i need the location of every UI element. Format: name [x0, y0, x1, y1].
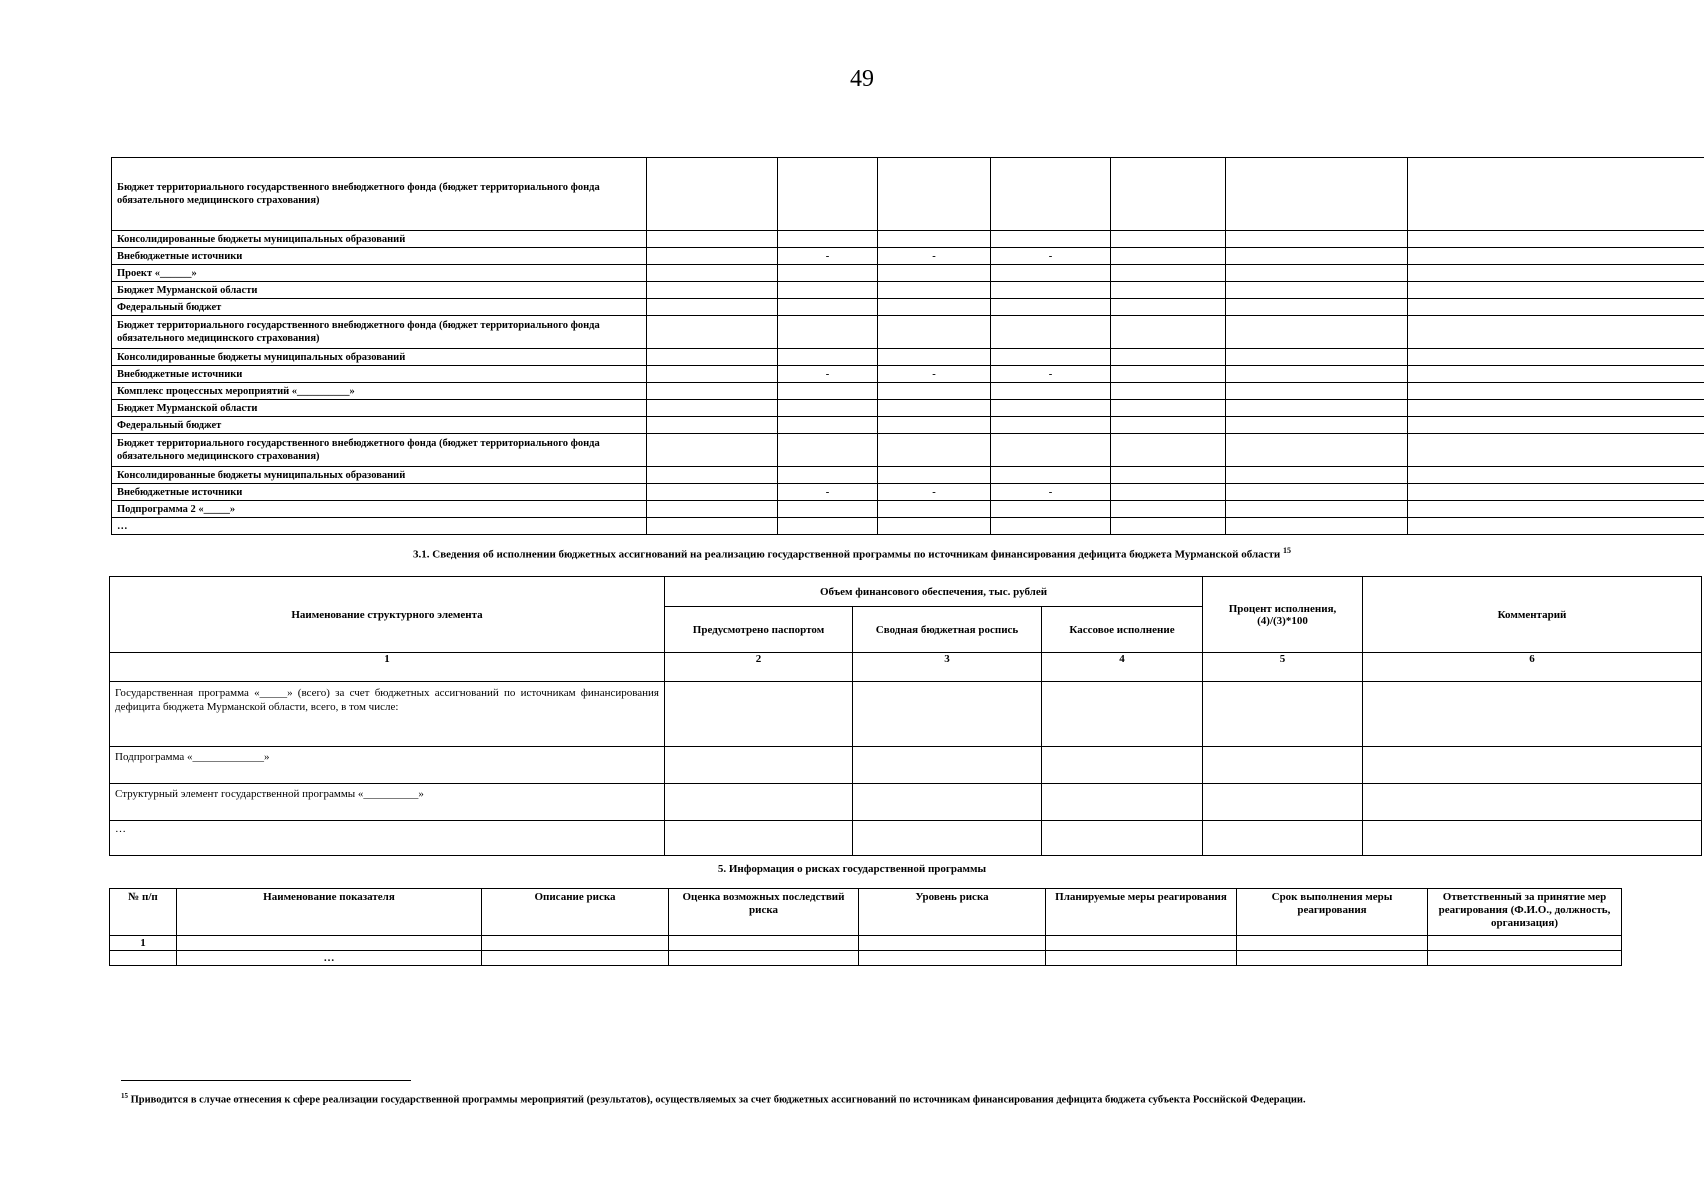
table-row [112, 349, 1704, 366]
row-label: Бюджет территориального государственного внебюджетного фонда (бюджет территориального фонда обязательного медицинского страхования) [112, 316, 647, 349]
table-row [112, 158, 1704, 231]
row-label: Бюджет Мурманской области [112, 282, 647, 299]
header-responsible: Ответственный за принятие мер реагирования (Ф.И.О., должность, организация) [1428, 889, 1622, 936]
column-number: 6 [1363, 653, 1702, 682]
row-label: Внебюджетные источники [112, 366, 647, 383]
section-3-1-title: 3.1. Сведения об исполнении бюджетных ассигнований на реализацию государственной программы по источникам финансирования дефицита бюджета Мурманской области $^{15}$ [413, 546, 1291, 561]
row-ellipsis: … [177, 951, 482, 966]
table-row [112, 366, 1704, 383]
row-number: 1 [110, 936, 177, 951]
row-label: Внебюджетные источники [112, 248, 647, 265]
table-row [112, 518, 1704, 535]
risks-table [109, 888, 1622, 966]
column-number: 1 [110, 653, 665, 682]
row-label: Консолидированные бюджеты муниципальных образований [112, 349, 647, 366]
table-row [112, 484, 1704, 501]
row-label: Бюджет территориального государственного внебюджетного фонда (бюджет территориального фонда обязательного медицинского страхования) [112, 158, 647, 231]
table-row [112, 467, 1704, 484]
header-risk-consequences: Оценка возможных последствий риска [669, 889, 859, 936]
header-planned-measures: Планируемые меры реагирования [1046, 889, 1237, 936]
table-row [112, 434, 1704, 467]
table-row [112, 383, 1704, 400]
row-label: … [110, 821, 665, 856]
table-row [112, 417, 1704, 434]
row-label: Бюджет Мурманской области [112, 400, 647, 417]
table-row [112, 400, 1704, 417]
header-measure-deadline: Срок выполнения меры реагирования [1237, 889, 1428, 936]
column-number: 2 [665, 653, 853, 682]
footnote: $^{15}$ Приводится в случае отнесения к сфере реализации государственной программы мероприятий (результатов), осуществляемых за счет бюджетных ассигнований по источникам финансирования дефицита бюджета субъекта Российской Федерации. [121, 1092, 1306, 1106]
dash-cell: - [991, 484, 1111, 501]
footnote-divider [121, 1080, 411, 1081]
row-label: Федеральный бюджет [112, 417, 647, 434]
dash-cell: - [778, 366, 878, 383]
budget-execution-table [109, 576, 1702, 856]
header-indicator-name: Наименование показателя [177, 889, 482, 936]
row-label: Бюджет территориального государственного внебюджетного фонда (бюджет территориального фонда обязательного медицинского страхования) [112, 434, 647, 467]
table-row [112, 316, 1704, 349]
row-label: Подпрограмма 2 «_____» [112, 501, 647, 518]
header-comment: Комментарий [1363, 577, 1702, 653]
table-row [110, 784, 1702, 821]
dash-cell: - [991, 248, 1111, 265]
header-percent: Процент исполнения, (4)/(3)*100 [1203, 577, 1363, 653]
header-risk-level: Уровень риска [859, 889, 1046, 936]
dash-cell: - [878, 366, 991, 383]
row-label: Государственная программа «_____» (всего) за счет бюджетных ассигнований по источникам финансирования дефицита бюджета Мурманской области, всего, в том числе: [110, 682, 665, 747]
table-row [110, 821, 1702, 856]
section-5-title: 5. Информация о рисках государственной программы [717, 863, 987, 875]
column-number: 3 [853, 653, 1042, 682]
row-label: Консолидированные бюджеты муниципальных образований [112, 231, 647, 248]
dash-cell: - [991, 366, 1111, 383]
header-cash-execution: Кассовое исполнение [1042, 607, 1203, 653]
table-row [112, 299, 1704, 316]
table-row [112, 501, 1704, 518]
row-label: Консолидированные бюджеты муниципальных образований [112, 467, 647, 484]
table-row [110, 936, 1622, 951]
column-number: 5 [1203, 653, 1363, 682]
row-label: Проект «______» [112, 265, 647, 282]
row-label: Комплекс процессных мероприятий «__________» [112, 383, 647, 400]
row-label: Структурный элемент государственной программы «__________» [110, 784, 665, 821]
dash-cell: - [878, 248, 991, 265]
dash-cell: - [878, 484, 991, 501]
row-label: … [112, 518, 647, 535]
table-row [110, 951, 1622, 966]
table-row [112, 282, 1704, 299]
row-label: Подпрограмма «_____________» [110, 747, 665, 784]
table-row [110, 682, 1702, 747]
table-row [112, 248, 1704, 265]
header-passport: Предусмотрено паспортом [665, 607, 853, 653]
row-label: Внебюджетные источники [112, 484, 647, 501]
table-row [112, 265, 1704, 282]
header-number: № п/п [110, 889, 177, 936]
header-element-name: Наименование структурного элемента [110, 577, 665, 653]
header-summary-list: Сводная бюджетная роспись [853, 607, 1042, 653]
table-row [110, 747, 1702, 784]
header-volume: Объем финансового обеспечения, тыс. рублей [665, 577, 1203, 607]
column-number: 4 [1042, 653, 1203, 682]
row-label: Федеральный бюджет [112, 299, 647, 316]
dash-cell: - [778, 484, 878, 501]
table-row [112, 231, 1704, 248]
dash-cell: - [778, 248, 878, 265]
header-risk-description: Описание риска [482, 889, 669, 936]
budget-sources-table [111, 157, 1704, 535]
page-number: 49 [850, 66, 874, 92]
